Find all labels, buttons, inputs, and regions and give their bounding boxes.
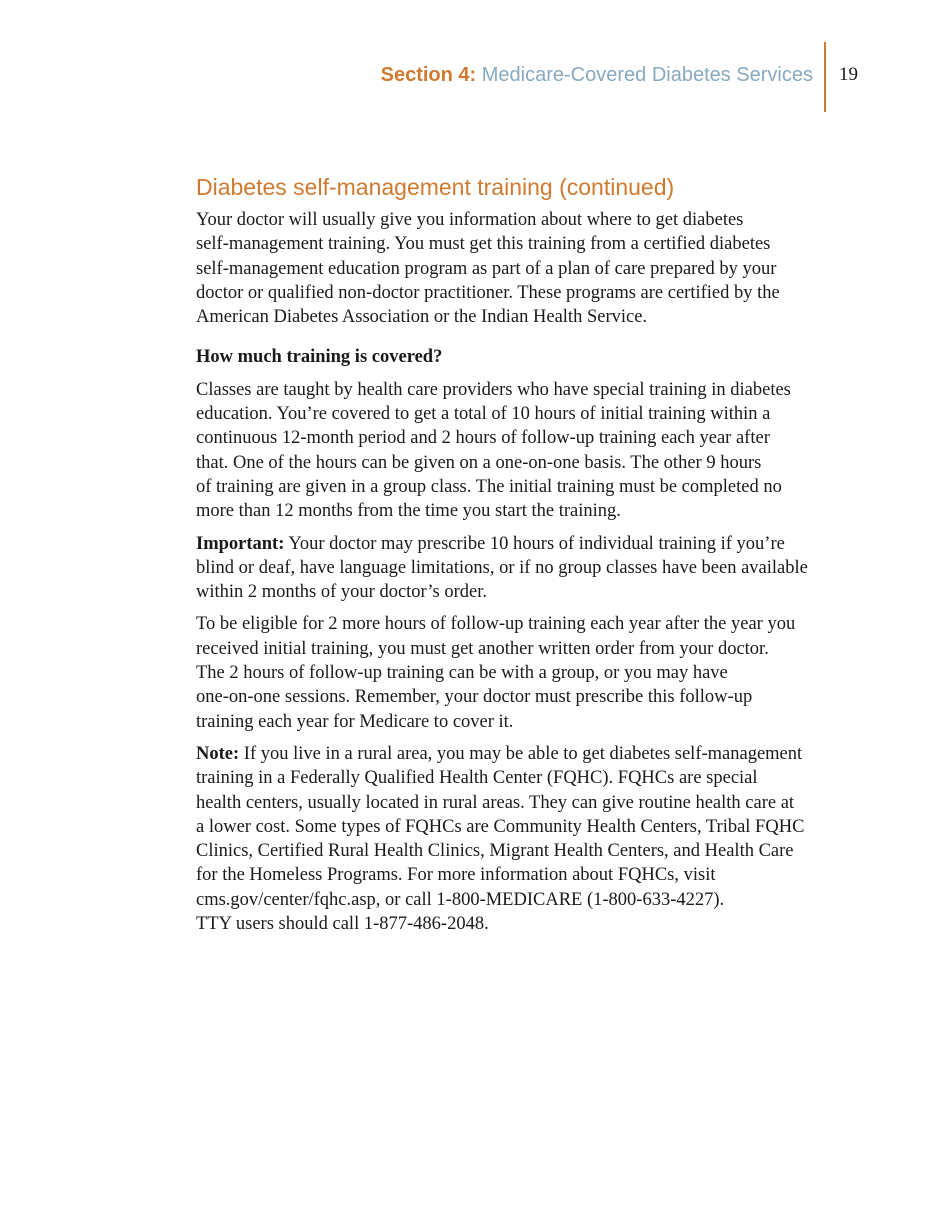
question-heading: How much training is covered?	[196, 347, 443, 368]
note-paragraph	[196, 742, 864, 936]
eligibility-paragraph: To be eligible for 2 more hours of follow-up training each year after the year you received initial training, you must get another written order from your doctor. The 2 hours of follow-up training can be with a group, or you may have one-on-one sessions. Remember, your doctor must prescribe this follow-up training each year for Medicare to cover it.	[196, 614, 796, 732]
section-title: Medicare-Covered Diabetes Services	[481, 64, 813, 86]
section-header	[381, 62, 813, 88]
page-heading: Diabetes self-management training (continued)	[196, 174, 675, 200]
page-content	[196, 172, 864, 944]
note-label: Note:	[196, 743, 240, 764]
note-text: If you live in a rural area, you may be able to get diabetes self-management training in a Federally Qualified Health Center (FQHC). FQHCs are special health centers, usually located in rural areas. They can give routine health care at a lower cost. Some types of FQHCs are Community Health Centers, Tribal FQHC Clinics, Certified Rural Health Clinics, Migrant Health Centers, and Health Care for the Homeless Programs. For more information about FQHCs, visit cms.gov/center/fqhc.asp, or call 1-800-MEDICARE (1-800-633-4227). TTY users should call 1-877-486-2048.	[196, 743, 805, 935]
classes-paragraph: Classes are taught by health care providers who have special training in diabetes education. You’re covered to get a total of 10 hours of initial training within a continuous 12-month period and 2 hours of follow-up training each year after that. One of the hours can be given on a one-on-one basis. The other 9 hours of training are given in a group class. The initial training must be completed no more than 12 months from the time you start the training.	[196, 379, 791, 522]
important-text: Your doctor may prescribe 10 hours of individual training if you’re blind or deaf, have language limitations, or if no group classes have been available within 2 months of your doctor’s order.	[196, 533, 808, 603]
important-paragraph	[196, 532, 864, 605]
header-divider	[824, 42, 826, 112]
important-label: Important:	[196, 533, 285, 554]
section-label: Section 4:	[380, 64, 477, 86]
page-number: 19	[839, 64, 858, 85]
intro-paragraph: Your doctor will usually give you information about where to get diabetes self-management training. You must get this training from a certified diabetes self-management education program as part of a plan of care prepared by your doctor or qualified non-doctor practitioner. These programs are certified by the American Diabetes Association or the Indian Health Service.	[196, 210, 780, 328]
